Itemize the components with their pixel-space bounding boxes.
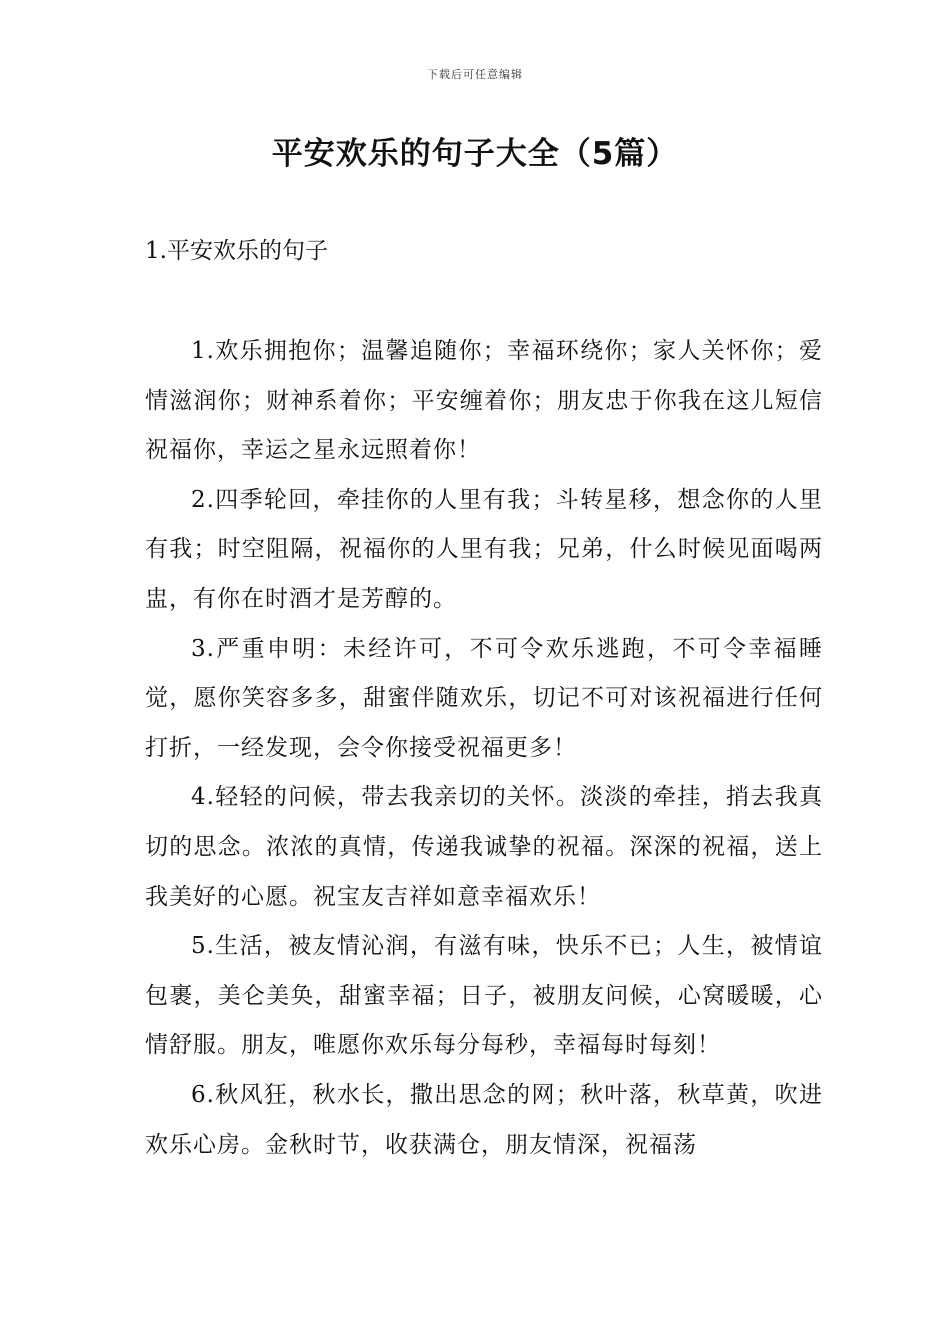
paragraph-6: 6.秋风狂，秋水长，撒出思念的网；秋叶落，秋草黄，吹进欢乐心房。金秋时节，收获满仓，朋友情深，祝福荡 (145, 1081, 823, 1158)
paragraph-1: 1.欢乐拥抱你；温馨追随你；幸福环绕你；家人关怀你；爱情滋润你；财神系着你；平安缠着你；朋友忠于你我在这儿短信祝福你，幸运之星永远照着你！ (145, 338, 823, 464)
paragraph-2: 2.四季轮回，牵挂你的人里有我；斗转星移，想念你的人里有我；时空阻隔，祝福你的人里有我；兄弟，什么时候见面喝两盅，有你在时酒才是芳醇的。 (145, 486, 823, 612)
paragraph-5: 5.生活，被友情沁润，有滋有味，快乐不已；人生，被情谊包裹，美仑美奂，甜蜜幸福；日子，被朋友问候，心窝暖暖，心情舒服。朋友，唯愿你欢乐每分每秒，幸福每时每刻！ (145, 933, 823, 1059)
section-heading: 1.平安欢乐的句子 (145, 238, 328, 264)
paragraph-4: 4.轻轻的问候，带去我亲切的关怀。淡淡的牵挂，捎去我真切的思念。浓浓的真情，传递我诚挚的祝福。深深的祝福，送上我美好的心愿。祝宝友吉祥如意幸福欢乐！ (145, 784, 823, 910)
document-title: 平安欢乐的句子大全（5篇） (271, 136, 679, 172)
header-note: 下载后可任意编辑 (427, 68, 523, 81)
paragraph-3: 3.严重申明：未经许可，不可令欢乐逃跑，不可令幸福睡觉，愿你笑容多多，甜蜜伴随欢乐，切记不可对该祝福进行任何打折，一经发现，会令你接受祝福更多！ (145, 635, 823, 761)
body-text (145, 327, 823, 1170)
